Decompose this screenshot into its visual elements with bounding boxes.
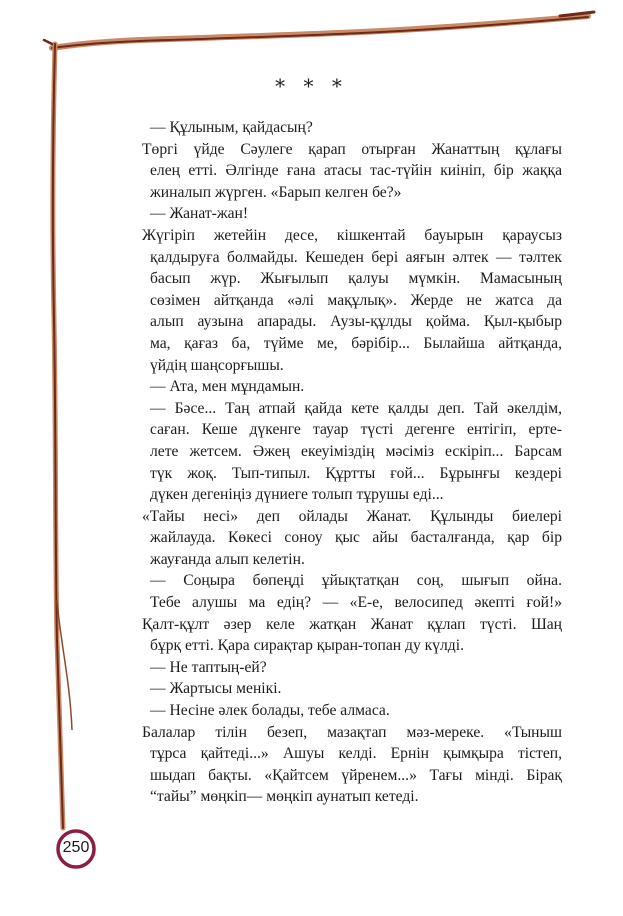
text-line: шыдап бақты. «Қайтсем үйренем...» Тағы мінді. Бірақ bbox=[150, 766, 562, 784]
text-line: Қалт-құлт әзер келе жатқан Жанат құлап түсті. Шаң bbox=[142, 615, 562, 633]
text-line: Тебе алушы ма едің? — «Е-е, велосипед әкепті ғой!» bbox=[150, 594, 562, 612]
text-line: — Жартысы менікі. bbox=[150, 680, 282, 698]
text-line: елең етті. Әлгінде ғана атасы тас-түйін киініп, бір жаққа bbox=[150, 162, 562, 180]
text-line: бұрқ етті. Қара сирақтар қыран-топан ду күлді. bbox=[150, 637, 464, 655]
text-line: лете жетсем. Әжең екеуіміздің мәсіміз ескіріп... Барсам bbox=[150, 442, 562, 460]
text-line: тұрса қайтеді...» Ашуы келді. Ернін қымқыра тістеп, bbox=[150, 745, 562, 763]
text-line: түк жоқ. Тып-типыл. Құртты ғой... Бұрынғы кездері bbox=[150, 464, 562, 482]
text-line: жауғанда алып келетін. bbox=[150, 550, 305, 568]
text-line: — Бәсе... Таң атпай қайда кете қалды деп. Тай әкелдім, bbox=[150, 399, 562, 417]
text-line: саған. Кеше дүкенге тауар түсті дегенге ентігіп, ерте- bbox=[150, 421, 562, 439]
text-line: «Тайы несі» деп ойлады Жанат. Құлынды биелері bbox=[142, 507, 562, 525]
text-line: Төргі үйде Сәулеге қарап отырған Жанаттың құлағы bbox=[142, 140, 562, 158]
text-line: дүкен дегеніңіз дүниеге толып тұрушы еді... bbox=[150, 486, 444, 504]
top-frame-branch bbox=[52, 16, 588, 48]
text-line: Балалар тілін безеп, мазақтап мәз-мереке. «Тыныш bbox=[142, 723, 562, 741]
text-line: — Соңыра бөпеңді ұйықтатқан соң, шығып ойна. bbox=[150, 572, 562, 590]
text-line: ма, қағаз ба, түйме ме, бәрібір... Былайша айтқанда, bbox=[150, 334, 562, 352]
text-line: — Құлыным, қайдасың? bbox=[150, 119, 313, 136]
text-line: үйдің шаңсорғышы. bbox=[150, 356, 284, 374]
text-line: — Не таптың-ей? bbox=[150, 658, 267, 676]
text-line: — Ата, мен мұндамын. bbox=[150, 378, 305, 396]
text-line: — Несіне әлек болады, тебе алмаса. bbox=[150, 702, 390, 720]
text-line: Жүгіріп жетейін десе, кішкентай бауырын қараусыз bbox=[142, 226, 562, 244]
text-line: сөзімен айтқанда «әлі мақұлық». Жерде не жатса да bbox=[150, 291, 562, 309]
text-line: “тайы” мөңкіп— мөңкіп аунатып кетеді. bbox=[150, 788, 419, 806]
text-line: жайлауда. Көкесі соноу қыс айы басталғанда, қар бір bbox=[150, 529, 562, 547]
text-line: басып жүр. Жығылып қалуы мүмкін. Мамасының bbox=[150, 270, 562, 288]
text-line: алып аузына апарады. Аузы-құлды қойма. Қыл-қыбыр bbox=[150, 313, 562, 331]
page-number: 250 bbox=[62, 839, 90, 856]
text-line: қалдыруға болмайды. Кешеден бері аяғын әлтек — тәлтек bbox=[150, 248, 562, 266]
body-text bbox=[142, 117, 562, 808]
text-line: жиналып жүрген. «Барып келген бе?» bbox=[150, 183, 402, 201]
section-separator: * * * bbox=[275, 74, 348, 98]
text-line: — Жанат-жан! bbox=[150, 205, 249, 223]
